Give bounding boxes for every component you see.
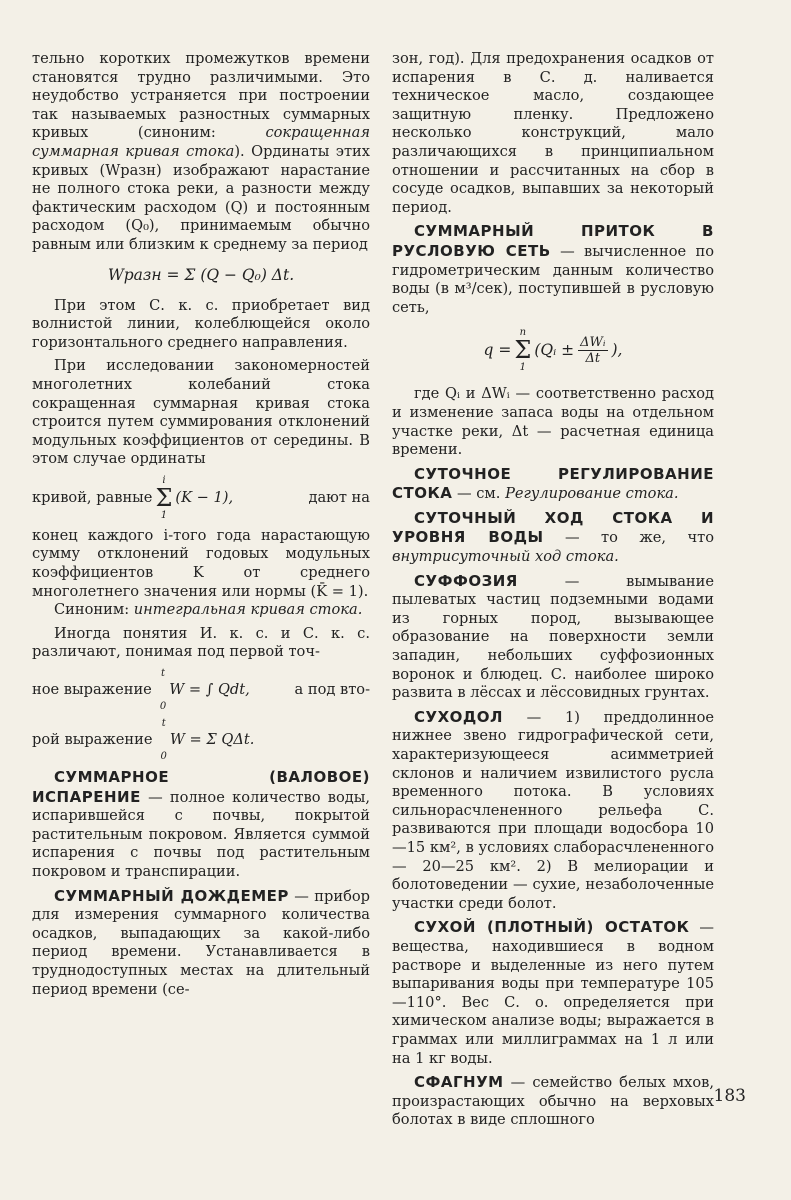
entry-sfagnum: СФАГНУМ — семейство белых мхов, произрастающих обычно на верховых болотах в виде сплошного	[392, 1073, 714, 1129]
sum-symbol: i Σ 1	[155, 474, 173, 521]
formula-w-razn: Wразн = Σ (Q − Q₀) Δt.	[107, 265, 295, 284]
paragraph: зон, год). Для предохранения осадков от испарения в С. д. наливается техническое масло, создающее защитную пленку. Предложено несколько конструкций, мало различающихся в принципиальном отношении и рассчитанных на сбор в сосуде осадков, выпавших за некоторый период.	[392, 50, 714, 216]
paragraph: При этом С. к. с. приобретает вид волнистой линии, колеблющейся около горизонтального среднего направления.	[32, 296, 370, 351]
formula-pritok: q = n Σ 1 (Qᵢ ± $\frac{\text{ΔWᵢ}}{\Delta t}$ ),	[483, 327, 623, 374]
entry-summarny-pritok: СУММАРНЫЙ ПРИТОК В РУСЛОВУЮ СЕТЬ — вычисленное по гидрометрическим данным количество воды (в м³/сек), поступившей в русловую сеть,	[392, 222, 715, 316]
synonym: Синоним: интегральная кривая стока.	[54, 601, 363, 619]
entry-suhodol: СУХОДОЛ — 1) преддолинное нижнее звено гидрографической сети, характеризующееся асимметрией склонов и наличием извилистого русла временного потока. В условиях сильнорасчлененного рельефа С. развиваются при площади водосбора 10—15 км², в условиях слаборасчлененного — 20—25 км². 2) В мелиорации и болотоведении — сухие, незаболоченные участки среди болот.	[392, 707, 714, 912]
paragraph: конец каждого i-того года нарастающую сумму отклонений годовых модульных коэффициентов K от среднего многолетнего значения или нормы (K̄ = 1).	[32, 526, 370, 600]
entry-summarny-dozhdemer: СУММАРНЫЙ ДОЖДЕМЕР — прибор для измерения суммарного количества осадков, выпадающих за какой-либо период времени. Устанавливается в труднодоступных местах на длительный период времени (се-	[32, 886, 370, 998]
formula-line-sum-t: рой выражение t 0 W = Σ QΔt.	[32, 718, 255, 763]
paragraph: Иногда понятия И. к. с. и С. к. с. различают, понимая под первой точ-	[32, 624, 370, 661]
paragraph: где Qᵢ и ΔWᵢ — соответственно расход и изменение запаса воды на отдельном участке реки, Δt — расчетная единица времени.	[392, 385, 714, 459]
entry-suffoziya: СУФФОЗИЯ — вымывание пылеватых частиц подземными водами из горных пород, вызывающее образование на поверхности земли западин, небольших суффозионных воронок и блюдец. С. наиболее широко развита в лёссах и лёссовидных грунтах.	[392, 571, 714, 702]
sum-symbol: n Σ 1	[514, 327, 532, 374]
entry-sutochny-hod: СУТОЧНЫЙ ХОД СТОКА И УРОВНЯ ВОДЫ — то же, что внутрисуточный ход стока.	[392, 508, 715, 566]
paragraph: тельно коротких промежутков времени становятся трудно различимыми. Это неудобство устраняется при построении так называемых разностных суммарных кривых (синоним: сокращенная суммарная кривая стока). Ординаты этих кривых (Wразн) изображают нарастание не полного стока реки, а разности между фактическим расходом (Q) и постоянным расходом (Q₀), принимаемым обычно равным или близким к среднему за период	[32, 50, 370, 253]
paragraph: При исследовании закономерностей многолетних колебаний стока сокращенная суммарная кривая стока строится путем суммирования отклонений модульных коэффициентов от середины. В этом случае ординаты	[32, 357, 370, 468]
right-column	[392, 50, 714, 1130]
formula-line-sum: кривой, равные i Σ 1 (K − 1), дают на	[32, 474, 370, 521]
page-number: 183	[713, 1086, 746, 1106]
sum-limits: t 0	[160, 718, 167, 763]
integral-limits: t 0	[159, 668, 167, 713]
left-column	[32, 50, 370, 999]
formula-line-integral: ное выражение t 0 W = ∫ Qdt, а под вто-	[32, 668, 370, 713]
fraction: $\frac{\text{ΔWᵢ}}{\Delta t}$	[580, 334, 606, 366]
entry-summarnoe-isparenie: СУММАРНОЕ (ВАЛОВОЕ) ИСПАРЕНИЕ — полное количество воды, испарившейся с почвы, покрытой растительным покровом. Является суммой испарения с почвы под растительным покровом и транспирации.	[32, 768, 370, 880]
entry-suhoy-ostatok: СУХОЙ (ПЛОТНЫЙ) ОСТАТОК — вещества, находившиеся в водном растворе и выделенные из него путем выпаривания воды при температуре 105—110°. Вес С. о. определяется при химическом анализе воды; выражается в граммах или миллиграммах на 1 л или на 1 кг воды.	[392, 918, 714, 1067]
entry-sutochnoe-regulirovanie: СУТОЧНОЕ РЕГУЛИРОВАНИЕ СТОКА — см. Регулирование стока.	[392, 464, 714, 503]
